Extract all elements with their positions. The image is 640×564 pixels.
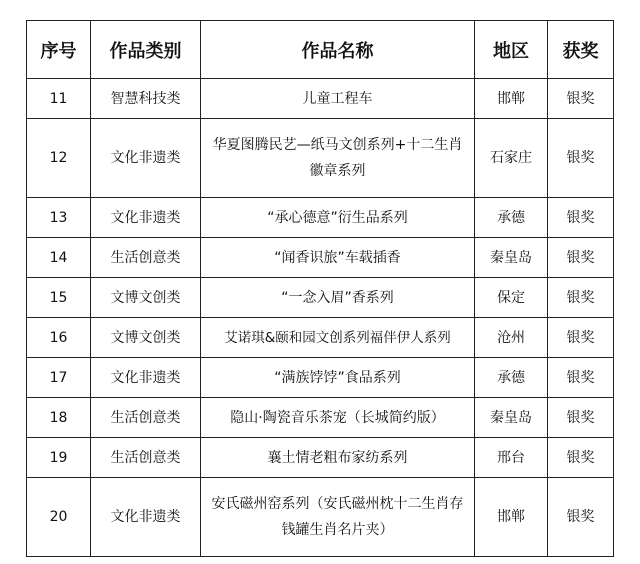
cell-index: 14 — [27, 238, 91, 278]
cell-category: 文化非遗类 — [91, 358, 201, 398]
table-row — [27, 238, 614, 278]
table-row — [27, 318, 614, 358]
table-header — [27, 21, 614, 79]
cell-region: 秦皇岛 — [475, 238, 548, 278]
header-row — [27, 21, 614, 79]
cell-name: “承心德意”衍生品系列 — [201, 198, 475, 238]
cell-index: 18 — [27, 398, 91, 438]
cell-region: 承德 — [475, 358, 548, 398]
cell-award: 银奖 — [548, 438, 614, 478]
cell-award: 银奖 — [548, 119, 614, 198]
cell-name: “闻香识旅”车载插香 — [201, 238, 475, 278]
cell-name: “满族饽饽”食品系列 — [201, 358, 475, 398]
table-row — [27, 278, 614, 318]
header-index: 序号 — [27, 21, 91, 79]
cell-region: 秦皇岛 — [475, 398, 548, 438]
cell-region: 保定 — [475, 278, 548, 318]
cell-award: 银奖 — [548, 79, 614, 119]
awards-table — [26, 20, 614, 557]
cell-category: 文化非遗类 — [91, 119, 201, 198]
cell-category: 文化非遗类 — [91, 198, 201, 238]
header-award: 获奖 — [548, 21, 614, 79]
cell-index: 15 — [27, 278, 91, 318]
table-row — [27, 358, 614, 398]
cell-category: 文博文创类 — [91, 278, 201, 318]
cell-index: 20 — [27, 478, 91, 557]
table-row — [27, 119, 614, 198]
table-row — [27, 398, 614, 438]
cell-name: 安氏磁州窑系列（安氏磁州枕十二生肖存钱罐生肖名片夹） — [201, 478, 475, 557]
table-row — [27, 79, 614, 119]
cell-index: 11 — [27, 79, 91, 119]
cell-award: 银奖 — [548, 278, 614, 318]
cell-name: 儿童工程车 — [201, 79, 475, 119]
cell-category: 生活创意类 — [91, 398, 201, 438]
cell-award: 银奖 — [548, 198, 614, 238]
cell-name: 隐山·陶瓷音乐茶宠（长城简约版） — [201, 398, 475, 438]
cell-award: 银奖 — [548, 318, 614, 358]
cell-region: 邢台 — [475, 438, 548, 478]
cell-category: 生活创意类 — [91, 438, 201, 478]
cell-region: 邯郸 — [475, 478, 548, 557]
header-region: 地区 — [475, 21, 548, 79]
header-category: 作品类别 — [91, 21, 201, 79]
table-body — [27, 79, 614, 557]
cell-index: 17 — [27, 358, 91, 398]
table-row — [27, 198, 614, 238]
cell-category: 智慧科技类 — [91, 79, 201, 119]
table-row — [27, 438, 614, 478]
cell-category: 生活创意类 — [91, 238, 201, 278]
cell-award: 银奖 — [548, 398, 614, 438]
table-row — [27, 478, 614, 557]
cell-index: 12 — [27, 119, 91, 198]
cell-name: “一念入眉”香系列 — [201, 278, 475, 318]
cell-category: 文博文创类 — [91, 318, 201, 358]
cell-index: 16 — [27, 318, 91, 358]
cell-category: 文化非遗类 — [91, 478, 201, 557]
cell-index: 19 — [27, 438, 91, 478]
cell-name: 艾诺琪&颐和园文创系列福伴伊人系列 — [201, 318, 475, 358]
cell-region: 承德 — [475, 198, 548, 238]
cell-name: 襄土情老粗布家纺系列 — [201, 438, 475, 478]
cell-award: 银奖 — [548, 358, 614, 398]
cell-index: 13 — [27, 198, 91, 238]
cell-award: 银奖 — [548, 478, 614, 557]
cell-award: 银奖 — [548, 238, 614, 278]
cell-region: 邯郸 — [475, 79, 548, 119]
cell-region: 沧州 — [475, 318, 548, 358]
header-name: 作品名称 — [201, 21, 475, 79]
cell-region: 石家庄 — [475, 119, 548, 198]
cell-name: 华夏图腾民艺—纸马文创系列+十二生肖徽章系列 — [201, 119, 475, 198]
